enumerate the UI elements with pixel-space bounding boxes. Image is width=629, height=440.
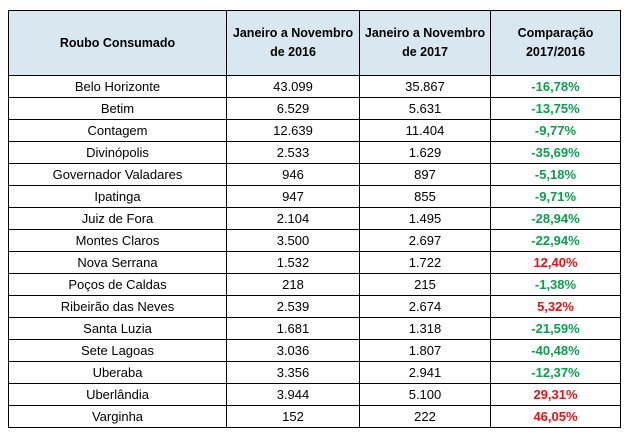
table-row [9, 362, 621, 384]
value-2016-cell: 152 [227, 406, 360, 428]
value-2017-cell: 1.629 [360, 142, 491, 164]
value-2016-cell: 3.036 [227, 340, 360, 362]
value-2016-cell: 43.099 [227, 76, 360, 98]
comparison-cell: -22,94% [491, 230, 621, 252]
comparison-cell: -9,71% [491, 186, 621, 208]
comparison-cell: -35,69% [491, 142, 621, 164]
city-cell: Betim [9, 98, 227, 120]
value-2016-cell: 946 [227, 164, 360, 186]
comparison-cell: 12,40% [491, 252, 621, 274]
comparison-cell: 5,32% [491, 296, 621, 318]
value-2016-cell: 6.529 [227, 98, 360, 120]
value-2016-cell: 12.639 [227, 120, 360, 142]
value-2017-cell: 215 [360, 274, 491, 296]
value-2016-cell: 947 [227, 186, 360, 208]
table-row [9, 318, 621, 340]
table-row [9, 274, 621, 296]
value-2017-cell: 855 [360, 186, 491, 208]
city-cell: Uberaba [9, 362, 227, 384]
comparison-cell: -28,94% [491, 208, 621, 230]
comparison-cell: -5,18% [491, 164, 621, 186]
city-cell: Governador Valadares [9, 164, 227, 186]
table-row [9, 142, 621, 164]
city-cell: Santa Luzia [9, 318, 227, 340]
value-2017-cell: 1.495 [360, 208, 491, 230]
city-cell: Sete Lagoas [9, 340, 227, 362]
table-row [9, 252, 621, 274]
value-2016-cell: 1.532 [227, 252, 360, 274]
city-cell: Contagem [9, 120, 227, 142]
robbery-comparison-table [8, 10, 621, 428]
table-row [9, 296, 621, 318]
comparison-cell: -16,78% [491, 76, 621, 98]
value-2016-cell: 3.356 [227, 362, 360, 384]
city-cell: Uberlândia [9, 384, 227, 406]
city-cell: Ribeirão das Neves [9, 296, 227, 318]
value-2016-cell: 1.681 [227, 318, 360, 340]
table-row [9, 164, 621, 186]
header-comparison: Comparação 2017/2016 [491, 11, 621, 76]
value-2016-cell: 2.104 [227, 208, 360, 230]
city-cell: Montes Claros [9, 230, 227, 252]
comparison-cell: 46,05% [491, 406, 621, 428]
value-2017-cell: 1.318 [360, 318, 491, 340]
city-cell: Poços de Caldas [9, 274, 227, 296]
value-2017-cell: 222 [360, 406, 491, 428]
table-row [9, 230, 621, 252]
header-row [9, 11, 621, 76]
city-cell: Nova Serrana [9, 252, 227, 274]
city-cell: Varginha [9, 406, 227, 428]
value-2017-cell: 1.807 [360, 340, 491, 362]
value-2016-cell: 3.944 [227, 384, 360, 406]
table-row [9, 120, 621, 142]
comparison-cell: -12,37% [491, 362, 621, 384]
header-2017: Janeiro a Novembro de 2017 [360, 11, 491, 76]
value-2017-cell: 5.631 [360, 98, 491, 120]
city-cell: Belo Horizonte [9, 76, 227, 98]
city-cell: Juiz de Fora [9, 208, 227, 230]
value-2016-cell: 2.539 [227, 296, 360, 318]
table-header [9, 11, 621, 76]
comparison-cell: -1,38% [491, 274, 621, 296]
table-row [9, 384, 621, 406]
table-row [9, 76, 621, 98]
table-row [9, 208, 621, 230]
comparison-cell: -9,77% [491, 120, 621, 142]
table-body [9, 76, 621, 428]
comparison-cell: 29,31% [491, 384, 621, 406]
comparison-cell: -40,48% [491, 340, 621, 362]
value-2017-cell: 11.404 [360, 120, 491, 142]
value-2017-cell: 2.674 [360, 296, 491, 318]
header-city: Roubo Consumado [9, 11, 227, 76]
comparison-cell: -21,59% [491, 318, 621, 340]
value-2016-cell: 3.500 [227, 230, 360, 252]
city-cell: Divinópolis [9, 142, 227, 164]
value-2017-cell: 1.722 [360, 252, 491, 274]
value-2017-cell: 897 [360, 164, 491, 186]
city-cell: Ipatinga [9, 186, 227, 208]
header-2016: Janeiro a Novembro de 2016 [227, 11, 360, 76]
table-row [9, 98, 621, 120]
value-2016-cell: 218 [227, 274, 360, 296]
value-2017-cell: 5.100 [360, 384, 491, 406]
value-2017-cell: 2.697 [360, 230, 491, 252]
table-row [9, 340, 621, 362]
table-row [9, 186, 621, 208]
value-2017-cell: 2.941 [360, 362, 491, 384]
table-row [9, 406, 621, 428]
value-2016-cell: 2.533 [227, 142, 360, 164]
value-2017-cell: 35.867 [360, 76, 491, 98]
comparison-cell: -13,75% [491, 98, 621, 120]
